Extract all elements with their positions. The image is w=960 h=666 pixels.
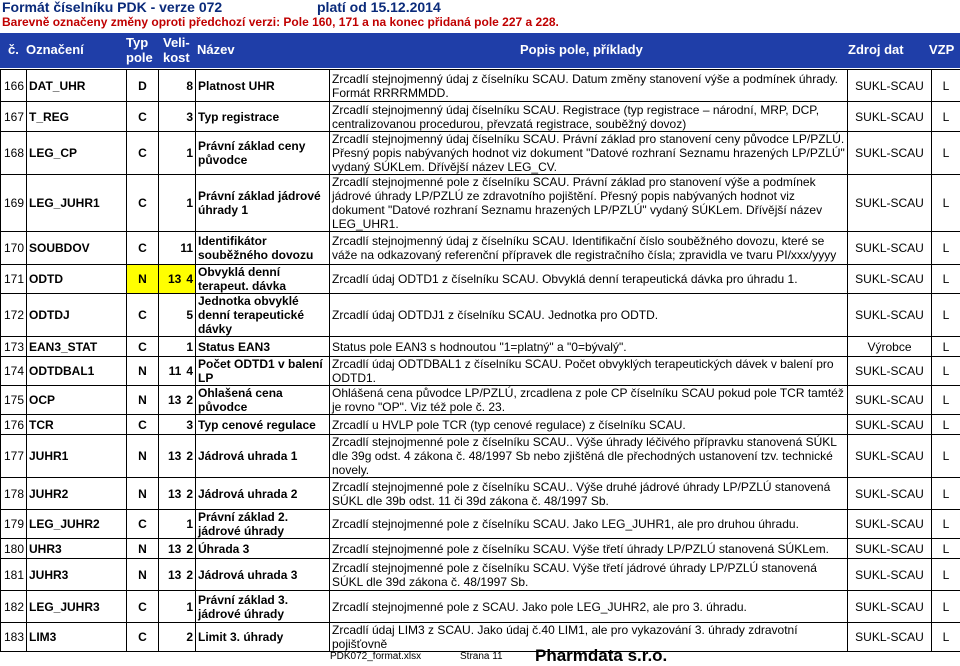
vzp-flag: L	[932, 559, 960, 591]
vzp-flag: L	[932, 510, 960, 539]
change-note: Barevně označeny změny oproti předchozí verzi: Pole 160, 171 a na konec přidaná pole 227 a 228.	[2, 15, 559, 29]
vzp-flag: L	[932, 478, 960, 510]
field-size-total: 13	[168, 487, 181, 501]
data-source: SUKL-SCAU	[848, 102, 932, 132]
data-source: SUKL-SCAU	[848, 623, 932, 652]
row-number: 176	[1, 415, 27, 435]
table-row	[1, 70, 960, 102]
field-size	[159, 478, 196, 510]
field-size-total: 13	[168, 568, 181, 582]
field-size-decimals: 2	[186, 487, 193, 501]
field-label: Jádrová uhrada 2	[196, 478, 330, 510]
field-size-total: 13	[168, 393, 181, 407]
vzp-flag: L	[932, 386, 960, 415]
field-label: Ohlašená cena původce	[196, 386, 330, 415]
field-code: ODTDBAL1	[27, 357, 127, 386]
document-header	[0, 0, 960, 14]
field-size: 3	[159, 415, 196, 435]
table-row	[1, 357, 960, 386]
field-description: Zrcadlí stejnojmenné pole z číselníku SCAU. Jako LEG_JUHR1, ale pro druhou úhradu.	[330, 510, 848, 539]
table-row	[1, 294, 960, 337]
field-label: Počet ODTD1 v balení LP	[196, 357, 330, 386]
valid-from: platí od 15.12.2014	[317, 0, 441, 15]
field-code: LEG_JUHR1	[27, 175, 127, 232]
vzp-flag: L	[932, 435, 960, 478]
col-desc: Popis pole, příklady	[520, 42, 643, 57]
table-row	[1, 386, 960, 415]
field-description: Zrcadlí údaj ODTDBAL1 z číselníku SCAU. Počet obvyklých terapeutických dávek v balení pro ODTD1.	[330, 357, 848, 386]
data-source: SUKL-SCAU	[848, 386, 932, 415]
field-code: LEG_JUHR2	[27, 510, 127, 539]
table-row	[1, 510, 960, 539]
col-vzp: VZP	[929, 42, 954, 57]
field-label: Jednotka obvyklé denní terapeutické dávky	[196, 294, 330, 337]
row-number: 175	[1, 386, 27, 415]
row-number: 174	[1, 357, 27, 386]
field-type: N	[127, 559, 159, 591]
field-type: C	[127, 132, 159, 175]
field-size	[159, 539, 196, 559]
row-number: 171	[1, 265, 27, 294]
vzp-flag: L	[932, 539, 960, 559]
field-code: JUHR2	[27, 478, 127, 510]
field-code: UHR3	[27, 539, 127, 559]
column-header-bar	[0, 33, 960, 68]
table-row	[1, 102, 960, 132]
row-number: 168	[1, 132, 27, 175]
field-code: JUHR1	[27, 435, 127, 478]
field-type: C	[127, 337, 159, 357]
col-label: Název	[197, 42, 235, 57]
field-label: Identifikátor souběžného dovozu	[196, 232, 330, 265]
row-number: 178	[1, 478, 27, 510]
table-row	[1, 175, 960, 232]
col-size: Veli-kost	[163, 35, 193, 65]
row-number: 170	[1, 232, 27, 265]
col-type: Typ pole	[126, 35, 160, 65]
field-description: Ohlášená cena původce LP/PZLÚ, zrcadlena z pole CP číselníku SCAU pokud pole TCR tamtéž je rovno "OP". Viz též pole č. 23.	[330, 386, 848, 415]
field-description: Zrcadlí stejnojmenné pole z číselníku SCAU.. Výše úhrady léčivého přípravku stanovená SÚKL dle 39g odst. 4 zákona č. 48/1997 Sb nebo zjištěná dle přechodných ustanovení tzv. technické novely.	[330, 435, 848, 478]
field-type: N	[127, 478, 159, 510]
field-code: T_REG	[27, 102, 127, 132]
field-size: 5	[159, 294, 196, 337]
field-code: DAT_UHR	[27, 70, 127, 102]
page-footer	[0, 648, 960, 664]
field-label: Právní základ 2. jádrové úhrady	[196, 510, 330, 539]
field-description: Zrcadlí údaj ODTD1 z číselníku SCAU. Obvyklá denní terapeutická dávka pro úhradu 1.	[330, 265, 848, 294]
field-size-decimals: 2	[186, 568, 193, 582]
field-label: Obvyklá denní terapeut. dávka	[196, 265, 330, 294]
field-label: Typ registrace	[196, 102, 330, 132]
field-label: Úhrada 3	[196, 539, 330, 559]
vzp-flag: L	[932, 102, 960, 132]
field-size: 1	[159, 175, 196, 232]
footer-file: PDK072_format.xlsx	[330, 651, 421, 662]
data-source: SUKL-SCAU	[848, 70, 932, 102]
table-row	[1, 132, 960, 175]
vzp-flag: L	[932, 623, 960, 652]
table-row	[1, 559, 960, 591]
row-number: 173	[1, 337, 27, 357]
data-source: SUKL-SCAU	[848, 175, 932, 232]
document-title: Formát číselníku PDK - verze 072	[2, 0, 222, 15]
field-label: Jádrová uhrada 3	[196, 559, 330, 591]
field-type: C	[127, 294, 159, 337]
vzp-flag: L	[932, 132, 960, 175]
field-type: N	[127, 265, 159, 294]
field-type: N	[127, 357, 159, 386]
vzp-flag: L	[932, 175, 960, 232]
field-type: C	[127, 623, 159, 652]
data-source: SUKL-SCAU	[848, 132, 932, 175]
field-description: Zrcadlí stejnojmenný údaj z číselníku SCAU. Datum změny stanovení výše a podmínek úhrady. Formát RRRRMMDD.	[330, 70, 848, 102]
field-label: Platnost UHR	[196, 70, 330, 102]
field-size: 8	[159, 70, 196, 102]
field-description: Zrcadlí údaj LIM3 z SCAU. Jako údaj č.40 LIM1, ale pro vykazování 3. úhrady zdravotní pojišťovně	[330, 623, 848, 652]
field-size: 3	[159, 102, 196, 132]
field-size	[159, 386, 196, 415]
data-source: SUKL-SCAU	[848, 265, 932, 294]
field-label: Právní základ ceny původce	[196, 132, 330, 175]
row-number: 181	[1, 559, 27, 591]
data-source: Výrobce	[848, 337, 932, 357]
table-row	[1, 232, 960, 265]
field-type: N	[127, 435, 159, 478]
field-type: N	[127, 539, 159, 559]
field-type: N	[127, 386, 159, 415]
row-number: 172	[1, 294, 27, 337]
vzp-flag: L	[932, 337, 960, 357]
row-number: 166	[1, 70, 27, 102]
field-size-total: 11	[169, 364, 182, 378]
data-source: SUKL-SCAU	[848, 415, 932, 435]
field-label: Právní základ jádrové úhrady 1	[196, 175, 330, 232]
field-code: ODTDJ	[27, 294, 127, 337]
field-label: Limit 3. úhrady	[196, 623, 330, 652]
data-source: SUKL-SCAU	[848, 510, 932, 539]
data-source: SUKL-SCAU	[848, 559, 932, 591]
vzp-flag: L	[932, 265, 960, 294]
field-description: Status pole EAN3 s hodnoutou "1=platný" a "0=bývalý".	[330, 337, 848, 357]
field-description: Zrcadlí u HVLP pole TCR (typ cenové regulace) z číselníku SCAU.	[330, 415, 848, 435]
field-type: C	[127, 510, 159, 539]
field-code: TCR	[27, 415, 127, 435]
field-description: Zrcadlí stejnojmenné pole z číselníku SCAU. Výše třetí jádrové úhrady LP/PZLÚ stanovená SÚKL dle 39d zákona č. 48/1997 Sb.	[330, 559, 848, 591]
field-description: Zrcadlí stejnojmenné pole z číselníku SCAU.. Výše druhé jádrové úhrady LP/PZLÚ stanovená SÚKL dle 39b odst. 11 či 39d zákona č. 48/1997 Sb.	[330, 478, 848, 510]
vzp-flag: L	[932, 70, 960, 102]
table-row	[1, 539, 960, 559]
data-source: SUKL-SCAU	[848, 435, 932, 478]
table-row	[1, 415, 960, 435]
field-size-decimals: 4	[186, 364, 193, 378]
field-code: LIM3	[27, 623, 127, 652]
footer-page: Strana 11	[460, 651, 503, 662]
table-row	[1, 591, 960, 623]
field-size-decimals: 2	[186, 393, 193, 407]
field-label: Právní základ 3. jádrové úhrady	[196, 591, 330, 623]
vzp-flag: L	[932, 294, 960, 337]
field-size: 1	[159, 337, 196, 357]
field-size-decimals: 2	[186, 542, 193, 556]
field-code: JUHR3	[27, 559, 127, 591]
footer-brand: Pharmdata s.r.o.	[535, 646, 667, 666]
field-size	[159, 357, 196, 386]
field-size: 2	[159, 623, 196, 652]
field-code: OCP	[27, 386, 127, 415]
field-label: Status EAN3	[196, 337, 330, 357]
field-type: C	[127, 232, 159, 265]
field-type: C	[127, 102, 159, 132]
table-row	[1, 435, 960, 478]
field-size	[159, 559, 196, 591]
field-size	[159, 265, 196, 294]
vzp-flag: L	[932, 357, 960, 386]
field-type: C	[127, 175, 159, 232]
field-description: Zrcadlí stejnojmenné pole z číselníku SCAU. Právní základ pro stanovení výše a podmínek jádrové úhrady LP/PZLÚ ze zdravotního pojištění. Přesný popis nabývaných hodnot viz dokument "Datové rozhraní Seznamu hrazených LP/PZLÚ" vydaný SÚKLem. Dřívější název LEG_UHR1.	[330, 175, 848, 232]
field-size: 1	[159, 591, 196, 623]
vzp-flag: L	[932, 232, 960, 265]
table-row	[1, 478, 960, 510]
field-code: EAN3_STAT	[27, 337, 127, 357]
field-size: 1	[159, 510, 196, 539]
field-description: Zrcadlí stejnojmenné pole z SCAU. Jako pole LEG_JUHR2, ale pro 3. úhradu.	[330, 591, 848, 623]
col-num: č.	[8, 42, 19, 57]
field-code: SOUBDOV	[27, 232, 127, 265]
field-label: Jádrová uhrada 1	[196, 435, 330, 478]
field-type: C	[127, 415, 159, 435]
field-size-decimals: 2	[186, 449, 193, 463]
field-description: Zrcadlí údaj ODTDJ1 z číselníku SCAU. Jednotka pro ODTD.	[330, 294, 848, 337]
field-size-total: 13	[168, 272, 181, 286]
col-source: Zdroj dat	[848, 42, 904, 57]
field-label: Typ cenové regulace	[196, 415, 330, 435]
table-row	[1, 337, 960, 357]
field-type: C	[127, 591, 159, 623]
field-size-total: 13	[168, 449, 181, 463]
field-size-decimals: 4	[186, 272, 193, 286]
row-number: 177	[1, 435, 27, 478]
col-name: Označení	[26, 42, 84, 57]
data-source: SUKL-SCAU	[848, 591, 932, 623]
data-source: SUKL-SCAU	[848, 294, 932, 337]
data-source: SUKL-SCAU	[848, 539, 932, 559]
row-number: 169	[1, 175, 27, 232]
row-number: 179	[1, 510, 27, 539]
field-code: ODTD	[27, 265, 127, 294]
row-number: 183	[1, 623, 27, 652]
field-size	[159, 435, 196, 478]
field-code: LEG_JUHR3	[27, 591, 127, 623]
vzp-flag: L	[932, 591, 960, 623]
field-description: Zrcadlí stejnojmenné pole z číselníku SCAU. Výše třetí úhrady LP/PZLÚ stanovená SÚKLem.	[330, 539, 848, 559]
table-row	[1, 265, 960, 294]
row-number: 182	[1, 591, 27, 623]
data-source: SUKL-SCAU	[848, 357, 932, 386]
field-description: Zrcadlí stejnojmenný údaj číselníku SCAU. Právní základ pro stanovení ceny původce LP/PZLÚ. Přesný popis nabývaných hodnot viz dokument "Datové rozhraní Seznamu hrazených LP/PZLÚ" vydaný SÚKLem. Dřívější název LEG_CV.	[330, 132, 848, 175]
field-size: 1	[159, 132, 196, 175]
field-size: 11	[159, 232, 196, 265]
field-size-total: 13	[168, 542, 181, 556]
row-number: 180	[1, 539, 27, 559]
field-type: D	[127, 70, 159, 102]
field-description: Zrcadlí stejnojmenný údaj číselníku SCAU. Registrace (typ registrace – národní, MRP, DCP, centralizovanou procedurou, převzatá registrace, souběžný dovoz)	[330, 102, 848, 132]
field-table	[0, 69, 960, 652]
data-source: SUKL-SCAU	[848, 232, 932, 265]
vzp-flag: L	[932, 415, 960, 435]
data-source: SUKL-SCAU	[848, 478, 932, 510]
row-number: 167	[1, 102, 27, 132]
field-code: LEG_CP	[27, 132, 127, 175]
field-description: Zrcadlí stejnojmenný údaj z číselníku SCAU. Identifikační číslo souběžného dovozu, které se váže na odkazovaný referenční přípravek dle registračního čísla; zpravidla ve tvaru PI/xxx/yyyy	[330, 232, 848, 265]
